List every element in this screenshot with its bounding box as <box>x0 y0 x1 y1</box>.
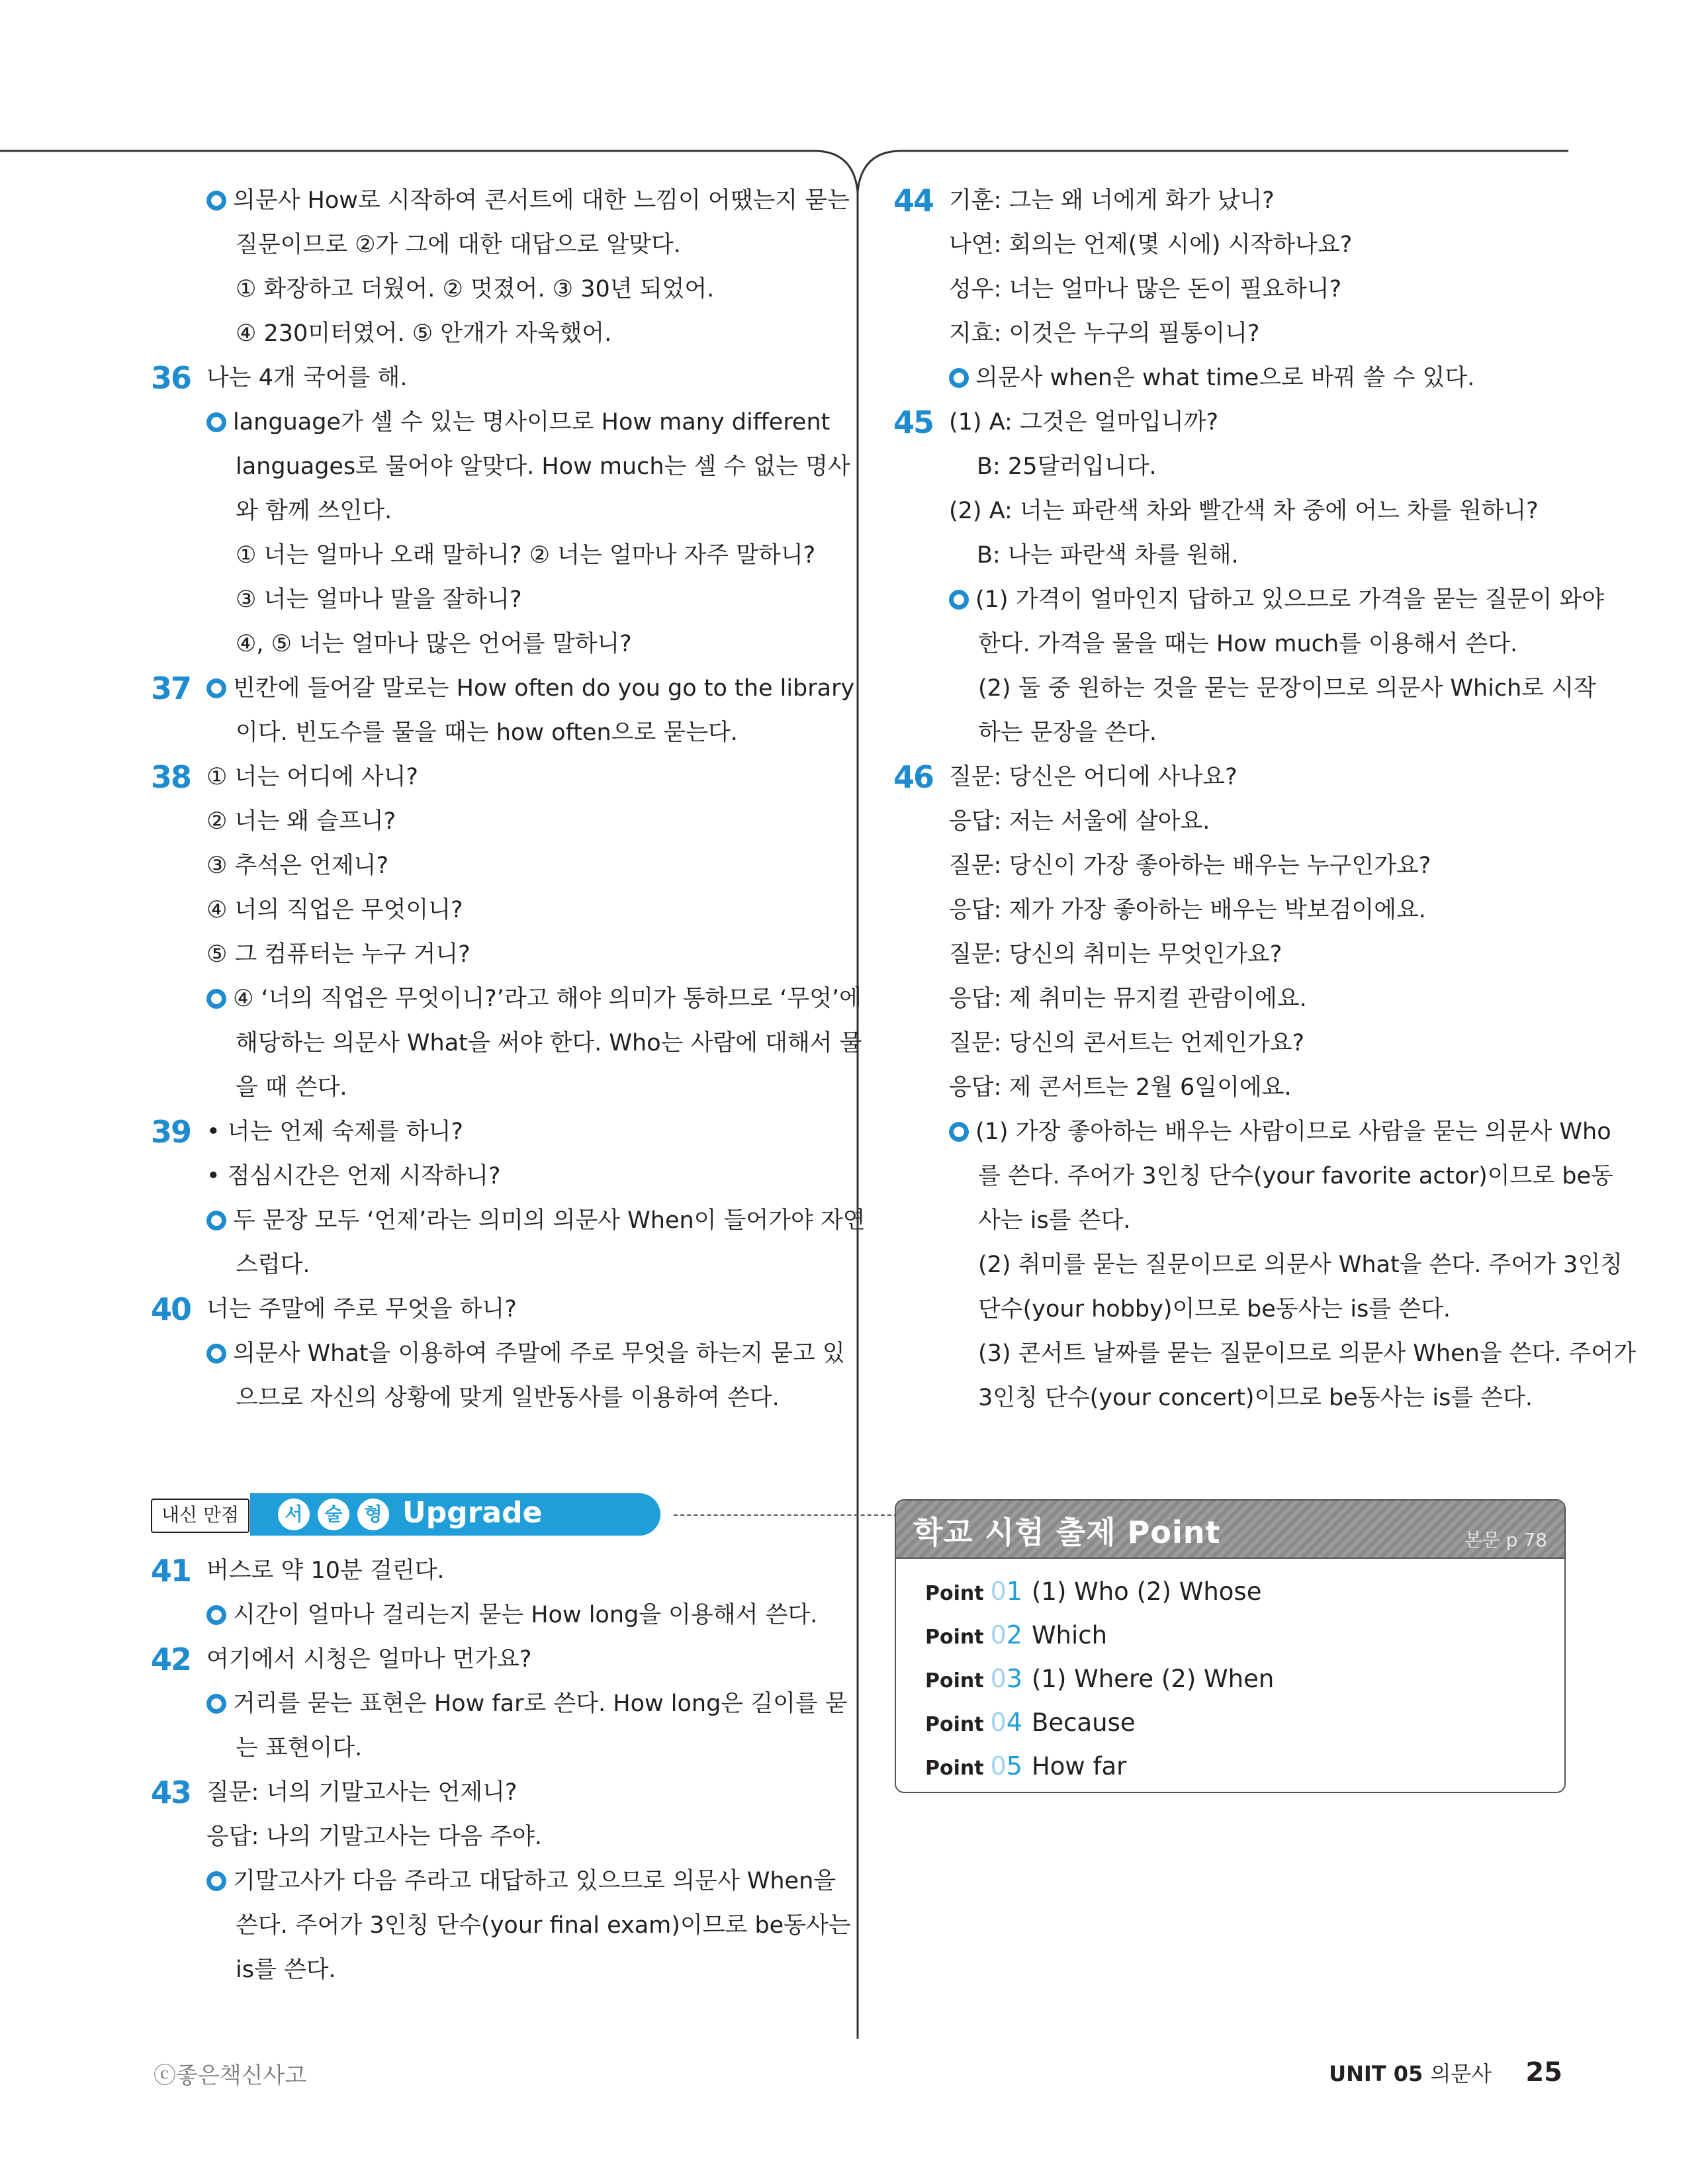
point-number <box>991 1708 1022 1737</box>
upgrade-pill <box>250 1493 660 1536</box>
explanation-arrow-icon <box>206 1871 226 1891</box>
explanation-arrow-icon <box>949 590 969 610</box>
line-text: B: 25달러입니다. <box>977 453 1157 480</box>
question-number: 42 <box>151 1642 191 1677</box>
answer-line <box>893 755 1568 800</box>
explanation-arrow-icon <box>206 1605 226 1625</box>
line-text: 거리를 묻는 표현은 How far로 쓴다. How long은 길이를 묻 <box>233 1691 848 1717</box>
explanation-line <box>151 1859 836 1904</box>
question-number: 43 <box>151 1775 191 1810</box>
line-text: 빈칸에 들어갈 말로는 How often do you go to the library <box>233 675 855 702</box>
answer-line <box>893 667 1596 711</box>
answer-line <box>151 533 826 578</box>
explanation-line <box>893 578 1605 622</box>
point-row <box>925 1658 1564 1702</box>
line-text: 해당하는 의문사 What을 써야 한다. Who는 사람에 대해서 물 <box>236 1030 862 1056</box>
question-number: 40 <box>151 1291 191 1327</box>
line-text: 를 쓴다. 주어가 3인칭 단수(your favorite actor)이므로 be동 <box>978 1163 1613 1189</box>
line-text: (2) 취미를 묻는 질문이므로 의문사 What을 쓴다. 주어가 3인칭 <box>978 1252 1623 1278</box>
point-number-zero: 0 <box>990 1620 1007 1649</box>
line-text: (1) A: 그것은 얼마입니까? <box>949 409 1219 436</box>
line-text: 여기에서 시청은 얼마나 먼가요? <box>206 1646 532 1673</box>
line-text: (3) 콘서트 날짜를 묻는 질문이므로 의문사 When을 쓴다. 주어가 <box>978 1340 1637 1367</box>
point-number-digit: 4 <box>1006 1708 1022 1737</box>
line-text: 단수(your hobby)이므로 be동사는 is를 쓴다. <box>978 1296 1451 1322</box>
explanation-line <box>893 356 1568 400</box>
section-title: Upgrade <box>402 1496 543 1530</box>
answer-line <box>893 1243 1623 1287</box>
answer-line <box>151 223 826 267</box>
line-text: 질문: 당신이 가장 좋아하는 배우는 누구인가요? <box>949 853 1431 879</box>
question-number: 37 <box>151 671 191 706</box>
line-text: 응답: 제 취미는 뮤지컬 관람이에요. <box>949 986 1307 1012</box>
line-text: ④ 너의 직업은 무엇이니? <box>206 897 463 923</box>
point-text: How far <box>1031 1752 1127 1781</box>
point-number-digit: 2 <box>1006 1620 1022 1649</box>
line-text: 와 함께 쓰인다. <box>236 498 392 524</box>
answer-line <box>151 888 826 933</box>
line-text: 기말고사가 다음 주라고 대답하고 있으므로 의문사 When을 <box>233 1868 836 1894</box>
answer-line <box>151 1066 826 1110</box>
line-text: ④ 230미터였어. ⑤ 안개가 자욱했어. <box>236 320 612 347</box>
answer-line <box>151 1110 826 1154</box>
line-text: • 점심시간은 언제 시작하니? <box>206 1163 501 1189</box>
line-text: 응답: 나의 기말고사는 다음 주야. <box>206 1824 542 1850</box>
point-text: (1) Where (2) When <box>1031 1665 1275 1693</box>
answer-item-q37 <box>151 667 855 755</box>
upgrade-section-header <box>151 1493 826 1537</box>
answer-line <box>893 800 1568 844</box>
point-number-digit: 1 <box>1006 1577 1022 1606</box>
line-text: 성우: 너는 얼마나 많은 돈이 필요하니? <box>949 276 1342 302</box>
answer-line <box>151 1638 826 1682</box>
line-text: (2) 둘 중 원하는 것을 묻는 문장이므로 의문사 Which로 시작 <box>978 675 1596 702</box>
point-label: Point <box>925 1713 984 1736</box>
answer-line <box>893 1154 1613 1199</box>
answer-line <box>893 844 1568 888</box>
line-text: ⑤ 그 컴퓨터는 누구 거니? <box>206 941 471 968</box>
point-number-zero: 0 <box>990 1577 1007 1606</box>
line-text: 이다. 빈도수를 물을 때는 how often으로 묻는다. <box>236 719 738 746</box>
line-text: is를 쓴다. <box>236 1957 336 1983</box>
answer-line <box>893 977 1568 1021</box>
point-label: Point <box>925 1582 984 1605</box>
line-text: 는 표현이다. <box>236 1735 363 1761</box>
line-text: 질문: 당신의 콘서트는 언제인가요? <box>949 1030 1305 1056</box>
line-text: 으므로 자신의 상황에 맞게 일반동사를 이용하여 쓴다. <box>236 1385 780 1411</box>
point-row <box>925 1571 1564 1614</box>
answer-line <box>893 1376 1568 1420</box>
point-number <box>991 1577 1022 1606</box>
section-circle-2: 술 <box>318 1499 349 1530</box>
answer-line <box>893 711 1568 755</box>
answer-line <box>151 1549 826 1593</box>
left-column-upgrade <box>151 1549 851 1992</box>
line-text: 지효: 이것은 누구의 필통이니? <box>949 320 1260 347</box>
answer-line <box>893 489 1568 533</box>
answer-line <box>151 933 826 977</box>
answer-item-q42 <box>151 1638 848 1771</box>
line-text: 을 때 쓴다. <box>236 1074 347 1101</box>
answer-line <box>893 622 1568 667</box>
point-number-zero: 0 <box>990 1708 1007 1737</box>
question-number: 44 <box>893 183 934 218</box>
explanation-line <box>151 1332 845 1376</box>
point-row <box>925 1702 1564 1745</box>
point-number-zero: 0 <box>990 1751 1007 1781</box>
page-number: 25 <box>1525 2057 1562 2088</box>
line-text: 쓴다. 주어가 3인칭 단수(your final exam)이므로 be동사는 <box>236 1912 851 1939</box>
unit-label: UNIT 05 <box>1329 2061 1423 2086</box>
answer-line <box>893 1332 1637 1376</box>
line-text: 응답: 제가 가장 좋아하는 배우는 박보검이에요. <box>949 897 1426 923</box>
answer-item-q46 <box>893 755 1637 1420</box>
line-text: 한다. 가격을 물을 때는 How much를 이용해서 쓴다. <box>978 631 1518 657</box>
explanation-arrow-icon <box>206 1694 226 1714</box>
section-tag: 내신 만점 <box>151 1499 249 1533</box>
answer-line <box>151 1815 826 1859</box>
answer-item-q39 <box>151 1110 866 1287</box>
explanation-line <box>151 1593 826 1638</box>
point-text: Because <box>1031 1708 1136 1737</box>
answer-line <box>893 1199 1568 1243</box>
explanation-arrow-icon <box>206 191 226 210</box>
answer-line <box>151 755 826 800</box>
point-text: Which <box>1031 1621 1108 1649</box>
answer-item-q41 <box>151 1549 826 1638</box>
exam-point-box <box>895 1499 1566 1793</box>
line-text: 사는 is를 쓴다. <box>978 1207 1131 1234</box>
answer-line <box>893 179 1568 223</box>
line-text: 질문: 너의 기말고사는 언제니? <box>206 1779 517 1806</box>
explanation-line <box>151 179 850 223</box>
point-row <box>925 1745 1564 1789</box>
explanation-arrow-icon <box>206 1211 226 1230</box>
point-label: Point <box>925 1757 984 1780</box>
question-number: 36 <box>151 360 191 396</box>
line-text: 의문사 What을 이용하여 주말에 주로 무엇을 하는지 묻고 있 <box>233 1340 845 1367</box>
point-number-digit: 3 <box>1006 1664 1022 1693</box>
unit-title: 의문사 <box>1430 2061 1492 2086</box>
line-text: 나연: 회의는 언제(몇 시에) 시작하나요? <box>949 232 1353 258</box>
answer-line <box>893 533 1568 578</box>
answer-line <box>151 312 826 356</box>
point-number <box>991 1751 1022 1781</box>
question-number: 45 <box>893 404 934 440</box>
answer-line <box>893 888 1568 933</box>
line-text: ① 화장하고 더웠어. ② 멋졌어. ③ 30년 되었어. <box>236 276 715 302</box>
line-text: (1) 가장 좋아하는 배우는 사람이므로 사람을 묻는 의문사 Who <box>975 1119 1611 1145</box>
line-text: languages로 물어야 알맞다. How much는 셀 수 없는 명사 <box>236 453 850 480</box>
point-box-title: 학교 시험 출제 Point <box>913 1514 1221 1550</box>
line-text: 의문사 when은 what time으로 바꿔 쓸 수 있다. <box>975 365 1475 391</box>
answer-line <box>893 1287 1568 1332</box>
line-text: 응답: 저는 서울에 살아요. <box>949 808 1210 835</box>
explanation-line <box>151 400 831 445</box>
answer-item-q45 <box>893 400 1605 755</box>
question-number: 41 <box>151 1553 191 1589</box>
line-text: ③ 추석은 언제니? <box>206 853 389 879</box>
explanation-line <box>893 1110 1611 1154</box>
point-label: Point <box>925 1669 984 1692</box>
line-text: language가 셀 수 있는 명사이므로 How many different <box>233 409 831 436</box>
line-text: 응답: 제 콘서트는 2월 6일이에요. <box>949 1074 1292 1101</box>
answer-line <box>151 1771 826 1815</box>
line-text: 나는 4개 국어를 해. <box>206 365 408 391</box>
line-text: 너는 주말에 주로 무엇을 하니? <box>206 1296 517 1322</box>
line-text: 질문: 당신의 취미는 무엇인가요? <box>949 941 1282 968</box>
point-number <box>991 1664 1022 1693</box>
answer-line <box>151 711 826 755</box>
answer-line <box>893 1021 1568 1066</box>
line-text: • 너는 언제 숙제를 하니? <box>206 1119 464 1145</box>
line-text: ① 너는 어디에 사니? <box>206 764 419 790</box>
point-list <box>896 1559 1564 1789</box>
line-text: 3인칭 단수(your concert)이므로 be동사는 is를 쓴다. <box>978 1385 1533 1411</box>
point-number-digit: 5 <box>1006 1751 1022 1781</box>
publisher-credit: ⓒ좋은책신사고 <box>154 2062 307 2089</box>
answer-line <box>151 267 826 312</box>
line-text: B: 나는 파란색 차를 원해. <box>977 542 1239 569</box>
answer-line <box>151 1021 862 1066</box>
answer-item-q43 <box>151 1771 851 1992</box>
explanation-line <box>151 1199 866 1243</box>
explanation-arrow-icon <box>206 989 226 1009</box>
line-text: ④, ⑤ 너는 얼마나 많은 언어를 말하니? <box>236 631 632 657</box>
answer-line <box>151 800 826 844</box>
question-number: 39 <box>151 1114 191 1150</box>
point-label: Point <box>925 1626 984 1649</box>
line-text: 시간이 얼마나 걸리는지 묻는 How long을 이용해서 쓴다. <box>233 1602 818 1628</box>
explanation-arrow-icon <box>949 368 969 388</box>
point-number-zero: 0 <box>990 1664 1007 1693</box>
line-text: 질문: 당신은 어디에 사나요? <box>949 764 1237 790</box>
line-text: 스럽다. <box>236 1252 310 1278</box>
answer-line <box>151 356 826 400</box>
question-number: 46 <box>893 759 934 795</box>
point-row <box>925 1614 1564 1658</box>
point-text: (1) Who (2) Whose <box>1031 1577 1262 1606</box>
line-text: 질문이므로 ②가 그에 대한 대답으로 알맞다. <box>236 232 681 258</box>
section-circle-3: 형 <box>357 1499 389 1530</box>
answer-line <box>893 312 1568 356</box>
answer-line <box>893 267 1568 312</box>
answer-item-q44 <box>893 179 1568 400</box>
answer-line <box>151 445 850 489</box>
line-text: 의문사 How로 시작하여 콘서트에 대한 느낌이 어땠는지 묻는 <box>233 187 850 214</box>
line-text: ② 너는 왜 슬프니? <box>206 808 396 835</box>
explanation-arrow-icon <box>206 678 226 698</box>
line-text: (1) 가격이 얼마인지 답하고 있으므로 가격을 묻는 질문이 와야 <box>975 586 1605 613</box>
page-footer <box>1329 2057 1562 2088</box>
answer-line <box>151 1376 826 1420</box>
line-text: ① 너는 얼마나 오래 말하니? ② 너는 얼마나 자주 말하니? <box>236 542 816 569</box>
answer-line <box>893 933 1568 977</box>
answer-line <box>151 1726 826 1771</box>
point-box-header <box>896 1501 1564 1559</box>
answer-item-q40 <box>151 1287 845 1420</box>
line-text: ④ ‘너의 직업은 무엇이니?’라고 해야 의미가 통하므로 ‘무엇’에 <box>233 986 862 1012</box>
line-text: ③ 너는 얼마나 말을 잘하니? <box>236 586 522 613</box>
answer-line <box>151 1287 826 1332</box>
line-text: 버스로 약 10분 걸린다. <box>206 1557 445 1584</box>
answer-item-q35b <box>151 179 850 356</box>
answer-line <box>151 1154 826 1199</box>
answer-line <box>151 578 826 622</box>
explanation-line <box>151 667 855 711</box>
explanation-line <box>151 1682 848 1726</box>
answer-line <box>893 1066 1568 1110</box>
line-text: 두 문장 모두 ‘언제’라는 의미의 의문사 When이 들어가야 자연 <box>233 1207 866 1234</box>
question-number: 38 <box>151 759 191 795</box>
right-column <box>893 179 1637 1420</box>
left-column <box>151 179 866 1420</box>
answer-line <box>893 223 1568 267</box>
explanation-arrow-icon <box>206 1344 226 1364</box>
line-text: 기훈: 그는 왜 너에게 화가 났니? <box>949 187 1275 214</box>
point-box-page-ref: 본문 p 78 <box>1464 1529 1547 1551</box>
explanation-arrow-icon <box>206 412 226 432</box>
answer-line <box>151 489 826 533</box>
answer-line <box>893 445 1568 489</box>
point-number <box>991 1620 1022 1649</box>
line-text: (2) A: 너는 파란색 차와 빨간색 차 중에 어느 차를 원하니? <box>949 498 1539 524</box>
answer-item-q36 <box>151 356 850 667</box>
answer-line <box>893 400 1568 445</box>
explanation-line <box>151 977 862 1021</box>
answer-item-q38 <box>151 755 862 1110</box>
answer-line <box>151 1904 851 1948</box>
answer-line <box>151 1948 826 1992</box>
section-circle-1: 서 <box>278 1499 310 1530</box>
answer-line <box>151 1243 826 1287</box>
answer-line <box>151 622 826 667</box>
line-text: 하는 문장을 쓴다. <box>978 719 1157 746</box>
answer-line <box>151 844 826 888</box>
explanation-arrow-icon <box>949 1122 969 1142</box>
